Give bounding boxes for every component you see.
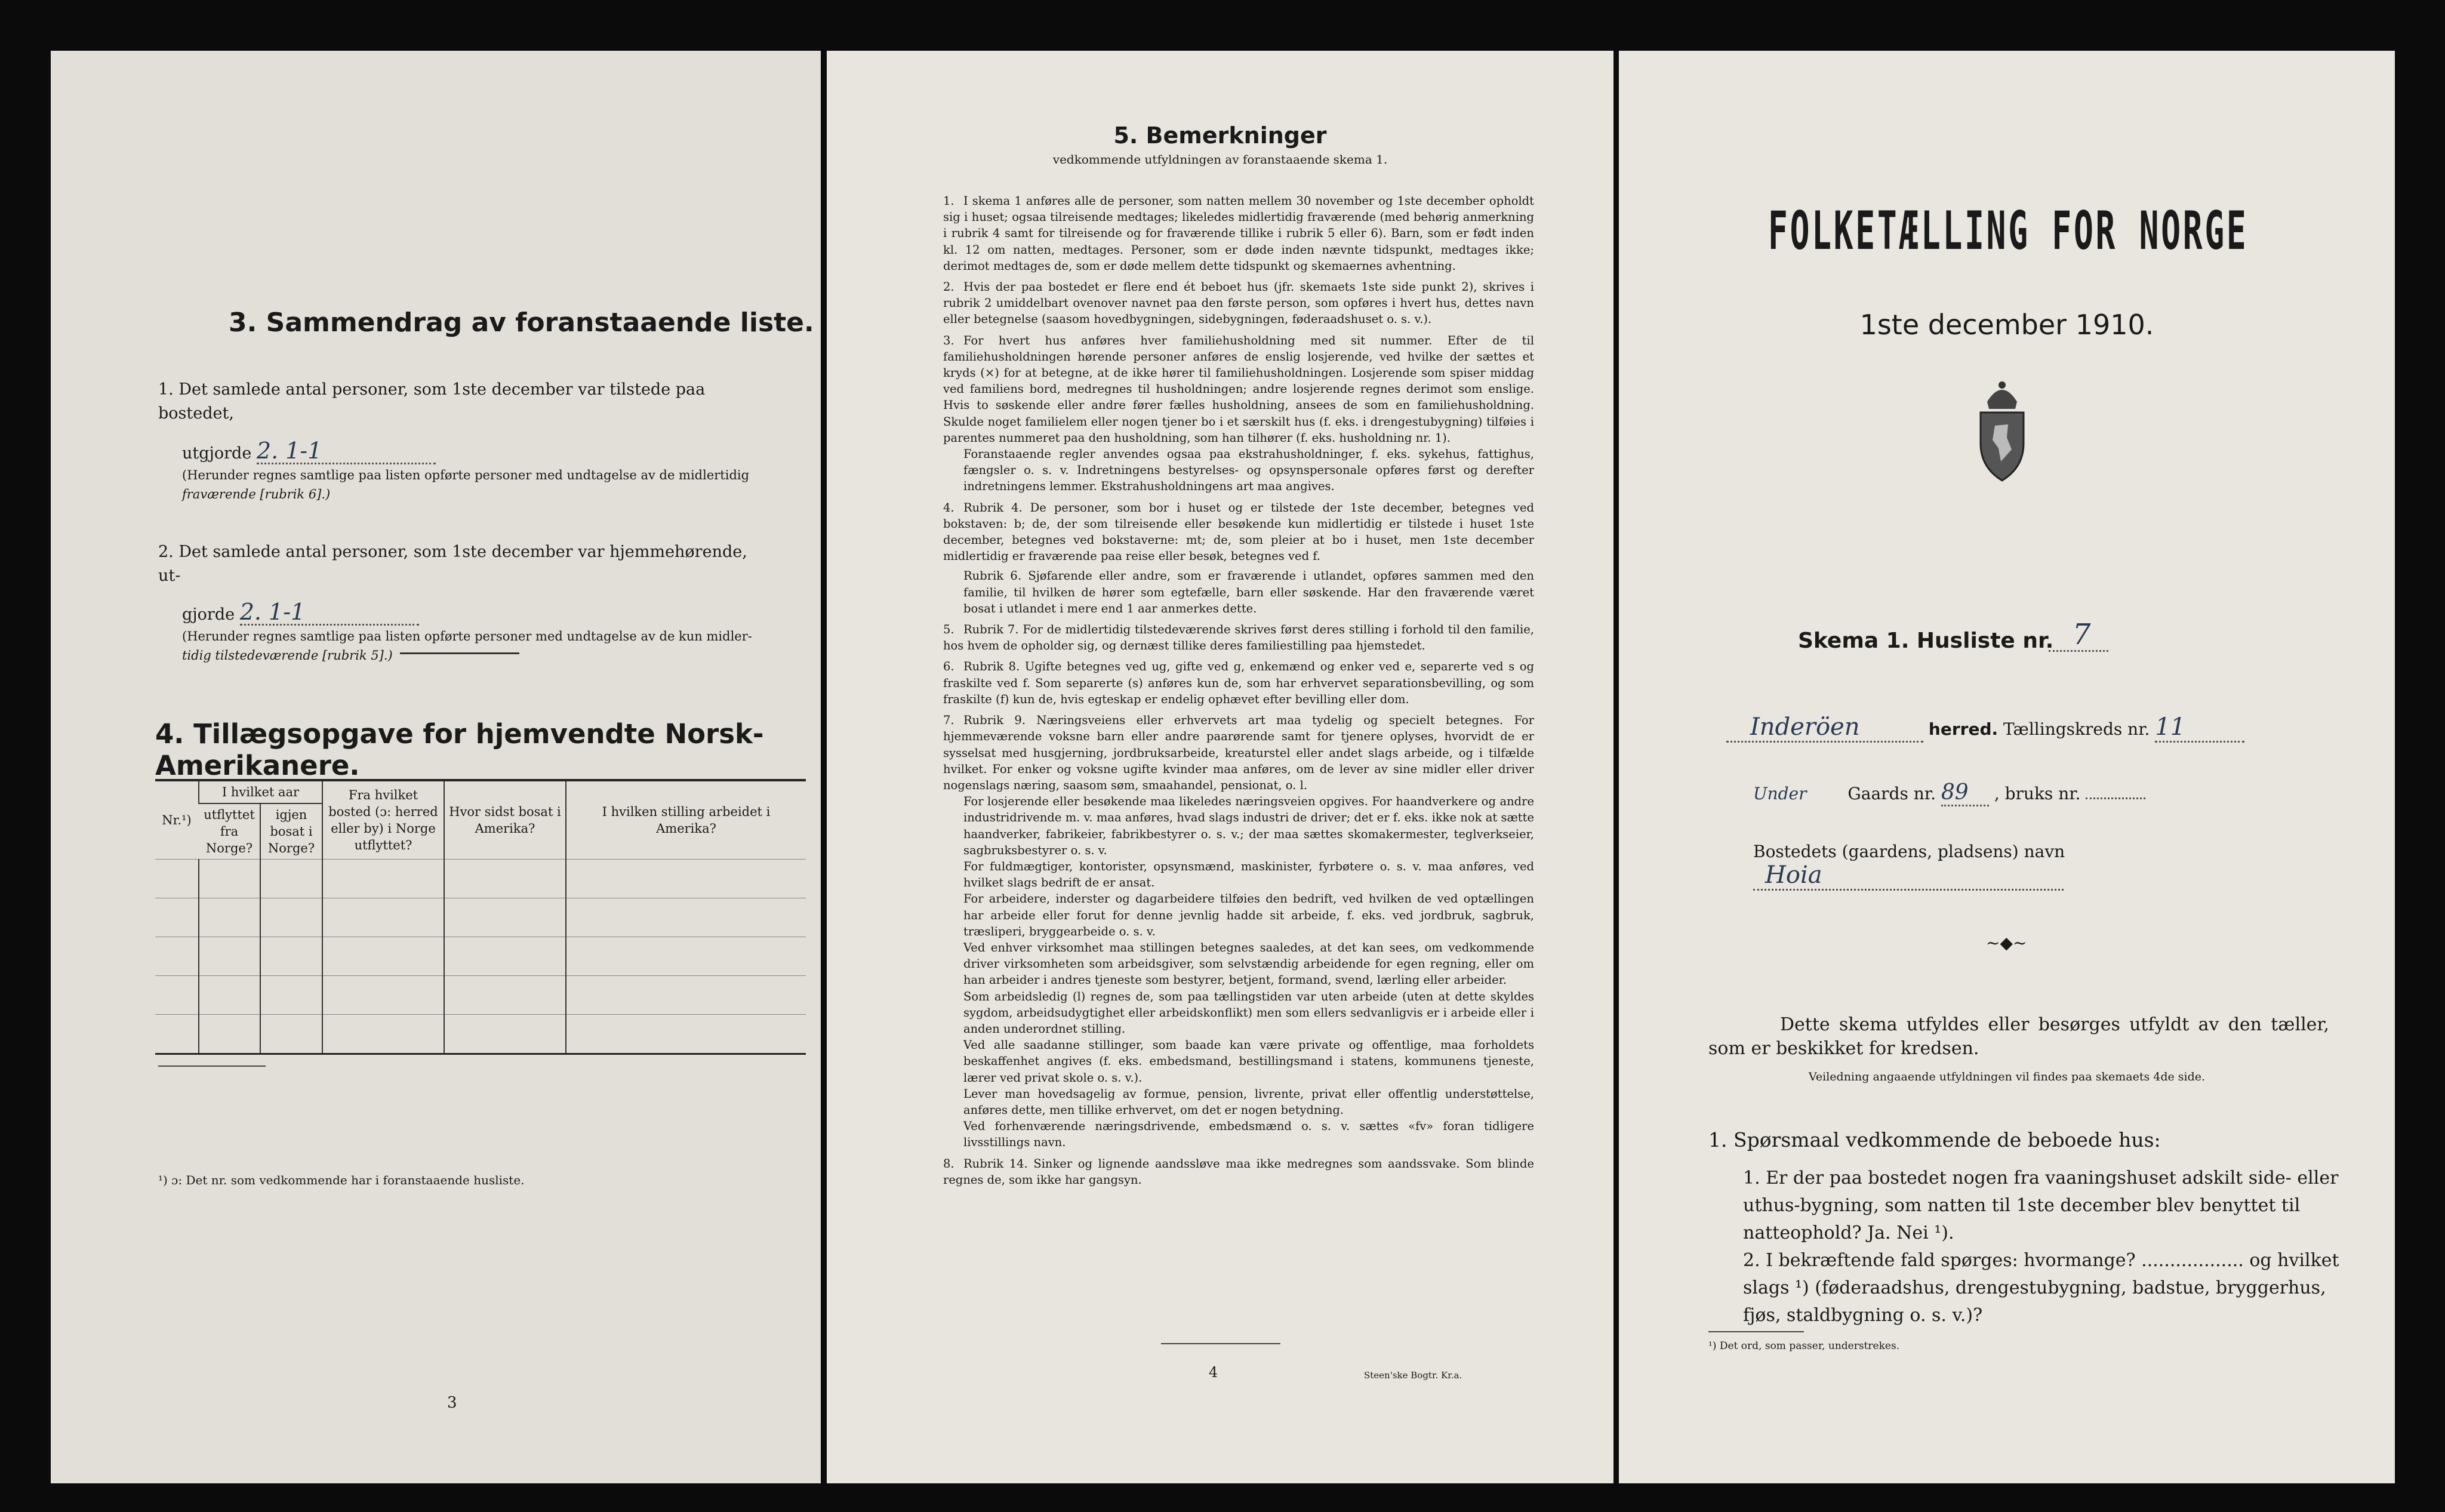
- footnote-rule: [1708, 1331, 1804, 1332]
- remark-number: 4.: [943, 500, 954, 515]
- remark-text: For fuldmægtiger, kontorister, opsynsmænd, maskinister, fyrbøtere o. s. v. maa anføres, ved hvilket slags bedrift de er ansat.: [963, 859, 1534, 890]
- page-number: 3: [447, 1394, 457, 1412]
- remark-paragraph: [943, 500, 1534, 565]
- summary-item-2-note: (Herunder regnes samtlige paa listen opførte personer med undtagelse av de kun midler-: [182, 629, 752, 643]
- remark-number: 3.: [943, 333, 954, 347]
- gaards-row: [1753, 780, 2350, 806]
- table-row: [155, 1015, 806, 1054]
- remark-text: Rubrik 4. De personer, som bor i huset og er tilstede der 1ste december, betegnes ved bokstaven: b; de, der som tilreisende eller besøkende kun midlertidig er tilstede i huset 1ste december, betegnes ved bokstaverne: mt; de, som pleier at bo i huset, men 1ste december midlertidig er fraværende paa reise eller besøk, betegnes ved f.: [943, 500, 1534, 563]
- summary-item-1-value: 2. 1-1: [257, 439, 436, 464]
- summary-item-1-note-2: fraværende [rubrik 6].): [182, 487, 331, 501]
- remark-paragraph: [943, 621, 1534, 654]
- bosted-row: [1753, 842, 2350, 891]
- divider: [400, 652, 519, 654]
- col-fra: Fra hvilket bosted (ɔ: herred eller by) i Norge utflyttet?: [322, 781, 444, 860]
- remark-text: For arbeidere, inderster og dagarbeidere tilføies den bedrift, ved hvilken de ved optællingen har arbeide eller forut for denne jevnlig hadde sit arbeide, f. eks. ved jordbruk, sagbruk, træsliperi, bryggearbeide o. s. v.: [963, 892, 1534, 938]
- remark-number: 1.: [943, 194, 954, 208]
- col-group-year: I hvilket aar: [199, 781, 322, 803]
- col-utflyttet: utflyttet fra Norge?: [204, 808, 255, 855]
- remark-number: 8.: [943, 1156, 954, 1171]
- remark-paragraph: [943, 940, 1534, 989]
- table-row: [155, 937, 806, 976]
- summary-item-2-note-2: tidig tilstedeværende [rubrik 5].): [182, 648, 393, 663]
- footnote-rule: [158, 1066, 266, 1067]
- table-row: [155, 860, 806, 898]
- remark-paragraph: [943, 1037, 1534, 1086]
- remarks-subtitle: vedkommende utfyldningen av foranstaaende skema 1.: [1052, 152, 1388, 167]
- remark-paragraph: [943, 989, 1534, 1037]
- summary-item-1-note: (Herunder regnes samtlige paa listen opførte personer med undtagelse av de midlertidig: [182, 468, 750, 482]
- census-date: 1ste december 1910.: [1859, 309, 2154, 341]
- remark-paragraph: [943, 858, 1534, 891]
- remarks-title: 5. Bemerkninger: [1113, 122, 1327, 149]
- remark-paragraph: [943, 193, 1534, 274]
- remark-number: 7.: [943, 713, 954, 728]
- col-igjen: igjen bosat i Norge?: [260, 803, 322, 860]
- question-heading: 1. Spørsmaal vedkommende de beboede hus:: [1708, 1128, 2161, 1151]
- summary-item-2-prefix: gjorde: [182, 605, 235, 624]
- bruks-label: , bruks nr.: [1994, 784, 2081, 803]
- col-stilling: I hvilken stilling arbeidet i Amerika?: [566, 781, 806, 860]
- remark-text: Rubrik 7. For de midlertidig tilstedeværende skrives først deres stilling i forhold til den familie, hos hvem de opholder sig, og dernæst tillike deres familiestilling paa hjemstedet.: [943, 623, 1534, 653]
- remark-text: Rubrik 14. Sinker og lignende aandssløve maa ikke medregnes som aandssvake. Som blinde regnes de, som ikke har gangsyn.: [943, 1156, 1534, 1187]
- bruks-value: [2086, 797, 2145, 799]
- printer-mark: Steen'ske Bogtr. Kr.a.: [1364, 1370, 1462, 1381]
- footnote: ¹) ɔ: Det nr. som vedkommende har i foranstaaende husliste.: [158, 1173, 525, 1187]
- coat-of-arms-icon: [1972, 378, 2032, 485]
- page-number: 4: [1209, 1364, 1218, 1381]
- herred-value: Inderöen: [1726, 713, 1923, 743]
- page-4: [827, 51, 1613, 1483]
- bosted-label: Bostedets (gaardens, pladsens) navn: [1753, 842, 2065, 861]
- summary-item-1-text: 1. Det samlede antal personer, som 1ste december var tilstede paa bostedet,: [158, 380, 706, 423]
- remark-number: 6.: [943, 660, 954, 674]
- remark-text: Lever man hovedsagelig av formue, pension, livrente, privat eller offentlig understøttelse, anføres dette, men tillike erhvervet, om det er nogen betydning.: [963, 1086, 1534, 1117]
- remark-text: Foranstaaende regler anvendes ogsaa paa ekstrahusholdninger, f. eks. sykehus, fattighus, fængsler o. s. v. Indretningens bestyrelses- og opsynspersonale opføres først og derefter indretningens lemmer. Ekstrahusholdningens art maa angives.: [963, 447, 1534, 494]
- kreds-label: Tællingskreds nr.: [2003, 719, 2150, 739]
- summary-item-1-prefix: utgjorde: [182, 444, 252, 463]
- intro-note: Veiledning angaaende utfyldningen vil findes paa skemaets 4de side.: [1808, 1070, 2206, 1083]
- remark-paragraph: [943, 568, 1534, 617]
- gaards-prefix: Under: [1753, 784, 1807, 803]
- divider: [1161, 1343, 1280, 1344]
- bosted-value: Hoia: [1753, 861, 2064, 891]
- section-4-title: 4. Tillægsopgave for hjemvendte Norsk-Amerikanere.: [155, 718, 764, 781]
- question-2: 2. I bekræftende fald spørges: hvormange? .................. og hvilket slags ¹) (føderaadshus, drengestubygning, badstue, bryggerhus, fjøs, staldbygning o. s. v.)?: [1743, 1250, 2339, 1326]
- gaards-label: Gaards nr.: [1847, 784, 1936, 803]
- remark-paragraph: [943, 332, 1534, 446]
- footnote: ¹) Det ord, som passer, understrekes.: [1708, 1340, 1900, 1352]
- remark-text: For losjerende eller besøkende maa likeledes næringsveien opgives. For haandverkere og andre industridrivende m. v. maa anføres, hvad slags industri de driver; det er f. eks. ikke nok at sætte haandverker, fabrikeier, fabrikbestyrer o. s. v.; der maa sættes skomakermester, teglverkseier, sagbruksbestyrer o. s. v.: [963, 795, 1534, 857]
- ornament-icon: ~◆~: [1986, 933, 2027, 953]
- remark-number: 5.: [943, 623, 954, 637]
- remark-text: Rubrik 9. Næringsveiens eller erhvervets art maa tydelig og specielt betegnes. For hjemmeværende voksne barn eller andre paarørende samt for tjenere oplyses, hvorvidt de er sysselsat med husgjerning, jordbruksarbeide, kreaturstel eller andet slags arbeide, og i tilfælde hvilket. For enker og voksne ugifte kvinder maa anføres, om de lever av sine midler eller driver nogenslags næring, saasom søm, smaahandel, pensionat, o. l.: [943, 713, 1534, 792]
- summary-item-2-value: 2. 1-1: [240, 600, 419, 626]
- husliste-nr: 7: [2073, 618, 2091, 651]
- remark-paragraph: [943, 891, 1534, 940]
- cover-title: FOLKETÆLLING FOR NORGE: [1768, 200, 2249, 261]
- skema-label: Skema 1. Husliste nr.: [1798, 629, 2054, 653]
- page-5: [1619, 51, 2395, 1483]
- remarks-body: [943, 193, 1534, 1188]
- remark-paragraph: [943, 1118, 1534, 1150]
- remark-number: 2.: [943, 280, 954, 294]
- summary-item-2-text: 2. Det samlede antal personer, som 1ste december var hjemmehørende, ut-: [158, 543, 747, 585]
- remark-text: Ved alle saadanne stillinger, som baade kan være private og offentlige, maa forholdets beskaffenhet angives (f. eks. embedsmand, bestillingsmand i statens, kommunens tjeneste, lærer ved privat skole o. s. v.).: [963, 1038, 1534, 1085]
- gaards-value: 89: [1941, 780, 1989, 806]
- remark-text: For hvert hus anføres hver familiehusholdning med sit nummer. Efter de til familiehusholdningen hørende personer anføres de enslig losjerende, ved hvilke der sættes et kryds (×) for at betegne, at de ikke hører til familiehusholdningen. Losjerende som spiser middag ved familiens bord, medregnes til husholdningen; andre losjerende regnes derimot som enslige. Hvis to søskende eller andre fører fælles husholdning, ansees de som en familiehusholdning. Skulde noget familielem eller nogen tjener bo i et særskilt hus (f. eks. i drengestubygning) tilføies i parentes nummeret paa den husholdning, som han tilhører (f. eks. husholdning nr. 1).: [943, 333, 1534, 445]
- remark-paragraph: [943, 793, 1534, 858]
- summary-item-2: [158, 540, 773, 665]
- remark-text: Som arbeidsledig (l) regnes de, som paa tællingstiden var uten arbeide (uten at dette skyldes sygdom, arbeidsudygtighet eller arbeidskonflikt) men som ellers sedvanligvis er i arbeide eller i anden underordnet stilling.: [963, 989, 1534, 1036]
- herred-row: [1726, 713, 2371, 743]
- summary-item-1: [158, 378, 773, 504]
- question-1: 1. Er der paa bostedet nogen fra vaaningshuset adskilt side- eller uthus-bygning, som natten til 1ste december blev benyttet til natteophold? Ja. Nei ¹).: [1743, 1168, 2339, 1243]
- remark-paragraph: [943, 1086, 1534, 1118]
- section-3-title: 3. Sammendrag av foranstaaende liste.: [229, 307, 814, 338]
- husliste-line: [2049, 649, 2108, 652]
- table-row: [155, 898, 806, 937]
- remark-paragraph: [943, 658, 1534, 707]
- page-3: [51, 51, 821, 1483]
- table-row: [155, 976, 806, 1015]
- col-hvor: Hvor sidst bosat i Amerika?: [444, 781, 566, 860]
- remark-paragraph: [943, 1156, 1534, 1188]
- remark-paragraph: [943, 279, 1534, 328]
- remark-text: Rubrik 8. Ugifte betegnes ved ug, gifte ved g, enkemænd og enker ved e, separerte ved s og fraskilte ved f. Som separerte (s) anføres kun de, som har erhvervet separationsbevilling, og som fraskilte (f) kun de, hvis egteskap er endelig ophævet efter bevilling eller dom.: [943, 660, 1534, 706]
- remark-paragraph: [943, 712, 1534, 793]
- kreds-value: 11: [2155, 713, 2244, 743]
- herred-label: herred.: [1928, 719, 1999, 739]
- norsk-amerikanere-table: [155, 779, 806, 1055]
- remark-text: Hvis der paa bostedet er flere end ét beboet hus (jfr. skemaets 1ste side punkt 2), skrives i rubrik 2 umiddelbart ovenover navnet paa den første person, som opføres i hvert hus, dettes navn eller betegnelse (saasom hovedbygningen, sidebygningen, føderaadshuset o. s. v.).: [943, 280, 1534, 327]
- remark-text: Ved forhenværende næringsdrivende, embedsmænd o. s. v. sættes «fv» foran tidligere livsstillings navn.: [963, 1119, 1534, 1150]
- remark-text: I skema 1 anføres alle de personer, som natten mellem 30 november og 1ste december opholdt sig i huset; ogsaa tilreisende medtages; likeledes midlertidig fraværende (med behørig anmerkning i rubrik 4 samt for tilreisende og for fraværende tillike i rubrik 5 eller 6). Barn, som er født inden kl. 12 om natten, medtages. Personer, som er døde inden nævnte tidspunkt, medtages ikke; derimot medtages de, som er døde mellem dette tidspunkt og skemaernes avhentning.: [943, 194, 1534, 273]
- intro-text: Dette skema utfyldes eller besørges utfyldt av den tæller, som er beskikket for kredsen.: [1708, 1014, 2329, 1059]
- remark-text: Rubrik 6. Sjøfarende eller andre, som er fraværende i utlandet, opføres sammen med den familie, til hvilken de hører som egtefælle, barn eller søskende. Har den fraværende været bosat i utlandet i mere end 1 aar anmerkes dette.: [963, 569, 1534, 615]
- remark-paragraph: [943, 446, 1534, 495]
- col-nr: Nr.¹): [162, 813, 192, 827]
- remark-text: Ved enhver virksomhet maa stillingen betegnes saaledes, at det kan sees, om vedkommende driver virksomheten som arbeidsgiver, som selvstændig arbeidende for egen regning, eller om han arbeider i andres tjeneste som bestyrer, betjent, formand, svend, lærling eller arbeider.: [963, 940, 1534, 987]
